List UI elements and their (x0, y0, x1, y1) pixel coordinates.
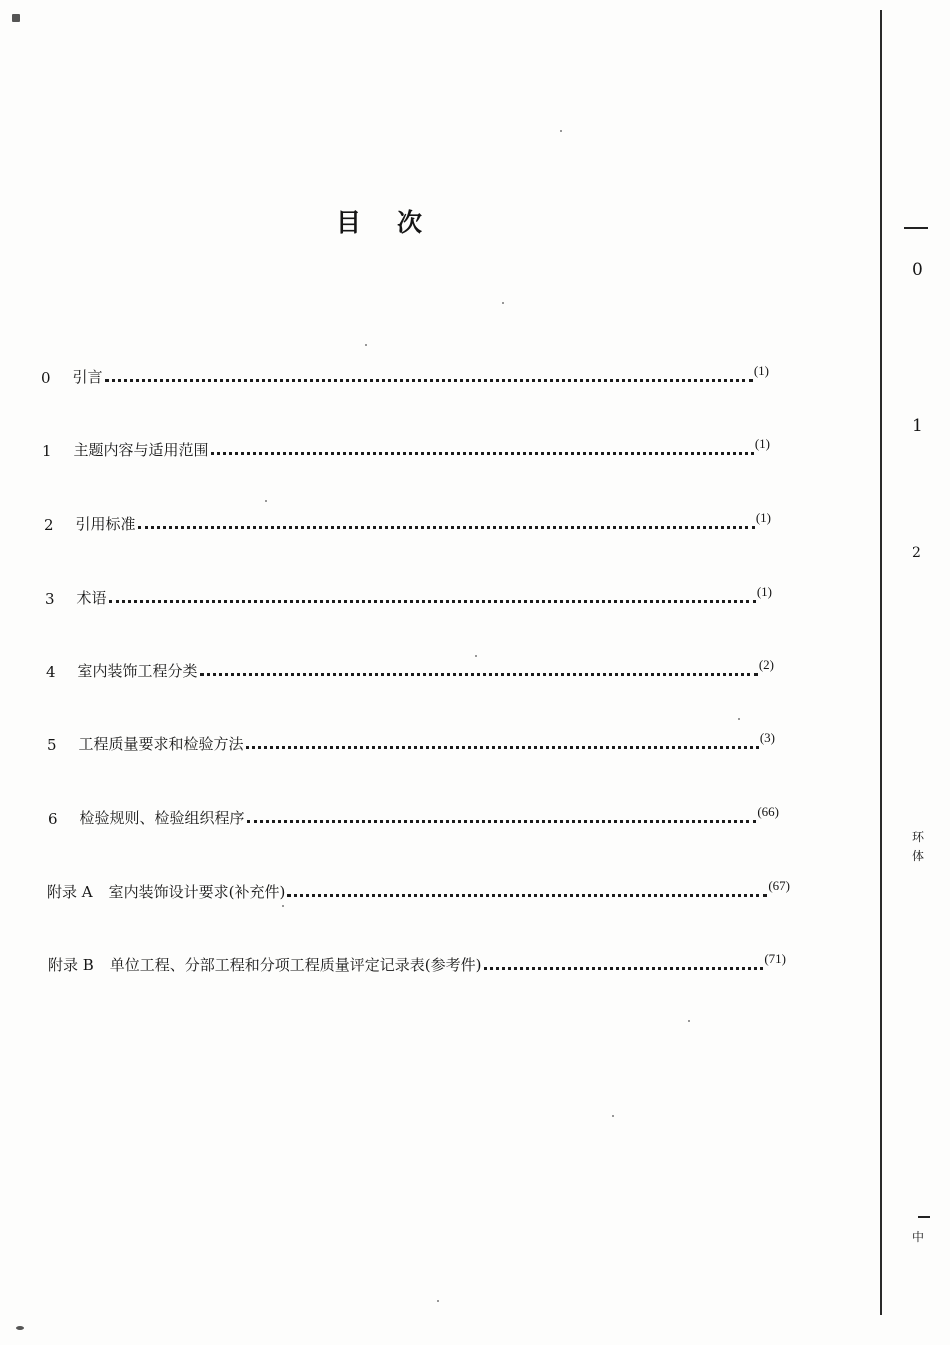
toc-leader-dots (105, 379, 753, 382)
scan-artifact (265, 500, 267, 502)
toc-entry-label: 引言 (72, 368, 103, 386)
adjacent-page-fragment: 2 (912, 545, 921, 561)
adjacent-page-fragment: 0 (912, 260, 923, 280)
title-char-1: 目 (336, 208, 362, 237)
toc-entry-label: 室内装饰设计要求(补充件) (108, 883, 286, 901)
toc-leader-dots (109, 600, 756, 603)
toc-entry[interactable] (48, 802, 779, 828)
toc-entry[interactable] (42, 434, 770, 460)
toc-leader-dots (211, 452, 754, 455)
toc-entry-page: (1) (754, 436, 770, 451)
toc-entry-label: 工程质量要求和检验方法 (78, 735, 244, 753)
toc-entry[interactable] (47, 876, 790, 902)
toc-entry-page: (1) (756, 584, 772, 599)
scan-artifact (12, 14, 20, 22)
toc-leader-dots (484, 967, 764, 970)
adjacent-page-fragment: 环 (912, 830, 925, 844)
adjacent-page-fragment: 1 (912, 416, 923, 436)
toc-leader-dots (138, 526, 755, 529)
adjacent-page-rule (918, 1216, 930, 1218)
toc-leader-dots (247, 820, 757, 823)
toc-entry-page: (2) (758, 657, 774, 672)
toc-entry-number: 附录 B (48, 956, 94, 974)
toc-leader-dots (246, 746, 759, 749)
scan-artifact (365, 344, 367, 346)
toc-entry-page: (1) (755, 510, 771, 525)
adjacent-page-fragment: 中 (912, 1230, 925, 1244)
toc-entry-label: 术语 (76, 589, 107, 607)
toc-entry-number: 1 (42, 442, 52, 460)
scan-artifact (560, 130, 562, 132)
toc-entry-number: 2 (44, 516, 54, 534)
toc-entry-number: 6 (48, 810, 58, 828)
adjacent-page-rule (904, 227, 928, 229)
toc-entry-number: 0 (41, 369, 51, 387)
toc-entry[interactable] (44, 508, 771, 534)
toc-entry-number: 5 (47, 736, 57, 754)
toc-entry[interactable] (41, 361, 769, 387)
scan-artifact (16, 1326, 24, 1330)
toc-entry[interactable] (45, 582, 772, 608)
toc-entry-label: 单位工程、分部工程和分项工程质量评定记录表(参考件) (109, 956, 482, 974)
scan-artifact (738, 718, 740, 720)
toc-entry-number: 3 (45, 590, 55, 608)
page-title (336, 203, 422, 239)
toc-entry-page: (66) (757, 804, 779, 819)
toc-entry-label: 检验规则、检验组织程序 (79, 809, 245, 827)
toc-entry[interactable] (47, 728, 775, 754)
scan-artifact (437, 1300, 439, 1302)
toc-entry-label: 主题内容与适用范围 (73, 441, 209, 459)
toc-entry-page: (71) (764, 951, 786, 966)
toc-entry-label: 室内装饰工程分类 (77, 662, 198, 680)
toc-entry-page: (67) (768, 878, 790, 893)
page-fold-line (880, 10, 882, 1315)
scan-artifact (688, 1020, 690, 1022)
toc-entry-number: 附录 A (47, 883, 93, 901)
toc-entry-page: (1) (753, 363, 769, 378)
scan-artifact (612, 1115, 614, 1117)
toc-leader-dots (200, 673, 758, 676)
toc-entry-number: 4 (46, 663, 56, 681)
toc-entry[interactable] (46, 655, 774, 681)
toc-leader-dots (287, 894, 767, 897)
title-char-2: 次 (397, 208, 423, 237)
scan-artifact (282, 905, 284, 907)
adjacent-page-fragment: 体 (912, 849, 925, 863)
scan-artifact (502, 302, 504, 304)
toc-entry-page: (3) (759, 730, 775, 745)
scan-artifact (475, 655, 477, 657)
toc-entry-label: 引用标准 (75, 515, 136, 533)
toc-entry[interactable] (48, 949, 786, 975)
